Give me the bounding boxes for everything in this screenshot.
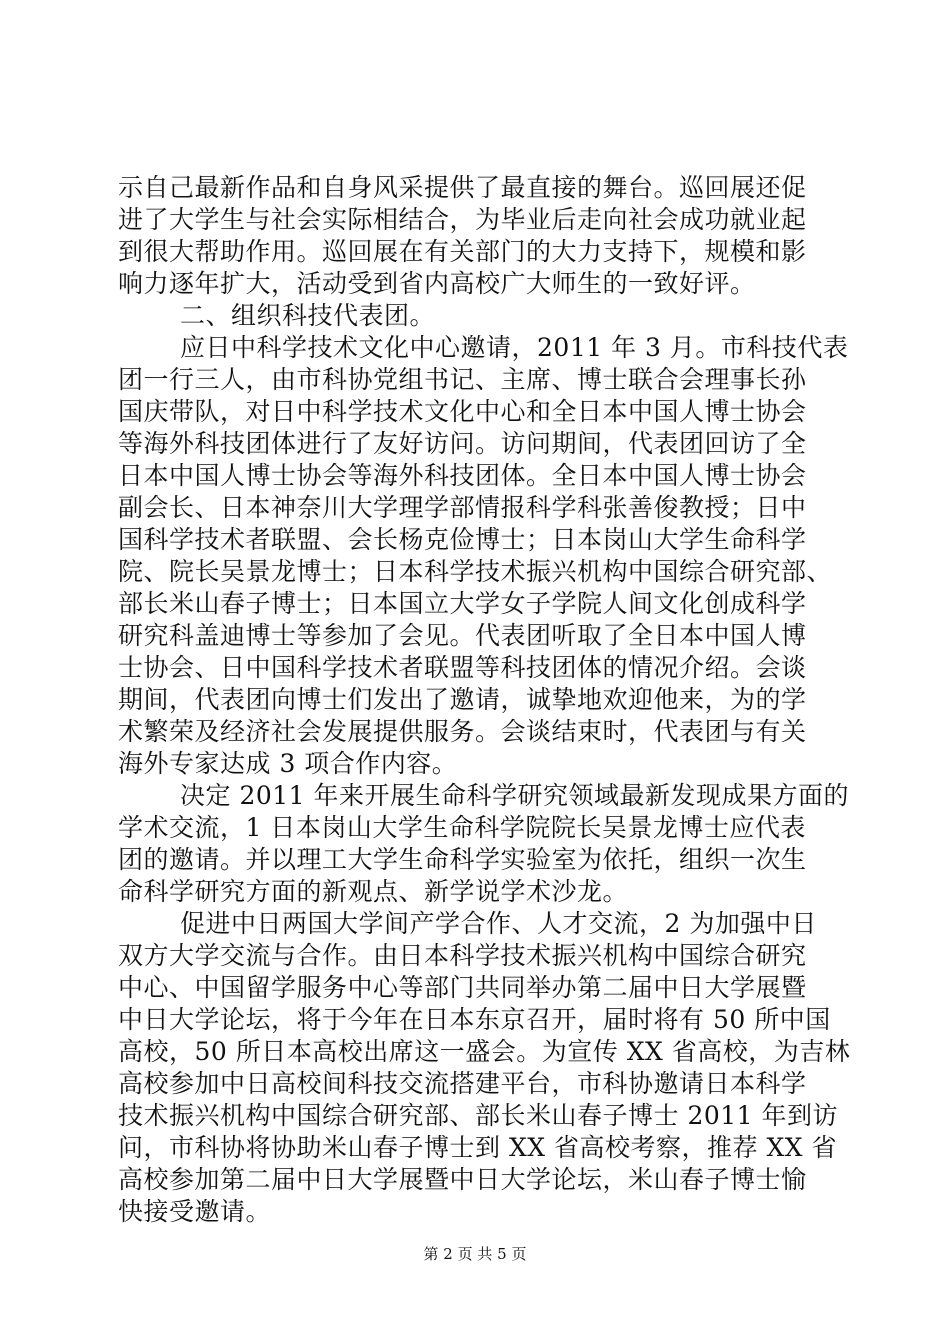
text-line: 海外专家达成 3 项合作内容。 bbox=[118, 749, 458, 778]
text-line: 团的邀请。并以理工大学生命科学实验室为依托，组织一次生 bbox=[118, 845, 807, 874]
text-line: 命科学研究方面的新观点、新学说学术沙龙。 bbox=[118, 877, 629, 906]
text-line: 进了大学生与社会实际相结合，为毕业后走向社会成功就业起 bbox=[118, 205, 807, 234]
text-line: 到很大帮助作用。巡回展在有关部门的大力支持下，规模和影 bbox=[118, 237, 807, 266]
text-line: 术繁荣及经济社会发展提供服务。会谈结束时，代表团与有关 bbox=[118, 717, 807, 746]
text-line: 双方大学交流与合作。由日本科学技术振兴机构中国综合研究 bbox=[118, 941, 807, 970]
text-line: 国庆带队，对日中科学技术文化中心和全日本中国人博士协会 bbox=[118, 397, 807, 426]
text-line: 院、院长吴景龙博士；日本科学技术振兴机构中国综合研究部、 bbox=[118, 557, 833, 586]
text-line: 决定 2011 年来开展生命科学研究领域最新发现成果方面的 bbox=[180, 781, 850, 810]
text-line: 中心、中国留学服务中心等部门共同举办第二届中日大学展暨 bbox=[118, 973, 807, 1002]
text-line: 团一行三人，由市科协党组书记、主席、博士联合会理事长孙 bbox=[118, 365, 807, 394]
text-line: 促进中日两国大学间产学合作、人才交流，2 为加强中日 bbox=[180, 909, 817, 938]
text-line: 高校参加第二届中日大学展暨中日大学论坛，米山春子博士愉 bbox=[118, 1165, 807, 1194]
text-line: 士协会、日中国科学技术者联盟等科技团体的情况介绍。会谈 bbox=[118, 653, 807, 682]
text-line: 学术交流，1 日本岗山大学生命科学院院长吴景龙博士应代表 bbox=[118, 813, 806, 842]
page-footer: 第 2 页 共 5 页 bbox=[423, 1245, 527, 1263]
text-line: 应日中科学技术文化中心邀请，2011 年 3 月。市科技代表 bbox=[180, 333, 849, 362]
text-line: 部长米山春子博士；日本国立大学女子学院人间文化创成科学 bbox=[118, 589, 807, 618]
text-line: 技术振兴机构中国综合研究部、部长米山春子博士 2011 年到访 bbox=[118, 1101, 839, 1130]
text-line: 高校，50 所日本高校出席这一盛会。为宣传 XX 省高校，为吉林 bbox=[118, 1037, 851, 1066]
text-line: 国科学技术者联盟、会长杨克俭博士；日本岗山大学生命科学 bbox=[118, 525, 807, 554]
text-line: 示自己最新作品和自身风采提供了最直接的舞台。巡回展还促 bbox=[118, 173, 807, 202]
text-line: 副会长、日本神奈川大学理学部情报科学科张善俊教授；日中 bbox=[118, 493, 807, 522]
text-line: 响力逐年扩大，活动受到省内高校广大师生的一致好评。 bbox=[118, 269, 756, 298]
text-line: 问，市科协将协助米山春子博士到 XX 省高校考察，推荐 XX 省 bbox=[118, 1133, 837, 1162]
text-line: 日本中国人博士协会等海外科技团体。全日本中国人博士协会 bbox=[118, 461, 807, 490]
text-line: 研究科盖迪博士等参加了会见。代表团听取了全日本中国人博 bbox=[118, 621, 807, 650]
text-line: 中日大学论坛，将于今年在日本东京召开，届时将有 50 所中国 bbox=[118, 1005, 831, 1034]
text-line: 快接受邀请。 bbox=[118, 1197, 272, 1226]
text-line: 高校参加中日高校间科技交流搭建平台，市科协邀请日本科学 bbox=[118, 1069, 807, 1098]
section-heading: 二、组织科技代表团。 bbox=[180, 301, 436, 330]
text-line: 等海外科技团体进行了友好访问。访问期间，代表团回访了全 bbox=[118, 429, 807, 458]
text-line: 期间，代表团向博士们发出了邀请，诚挚地欢迎他来，为的学 bbox=[118, 685, 807, 714]
